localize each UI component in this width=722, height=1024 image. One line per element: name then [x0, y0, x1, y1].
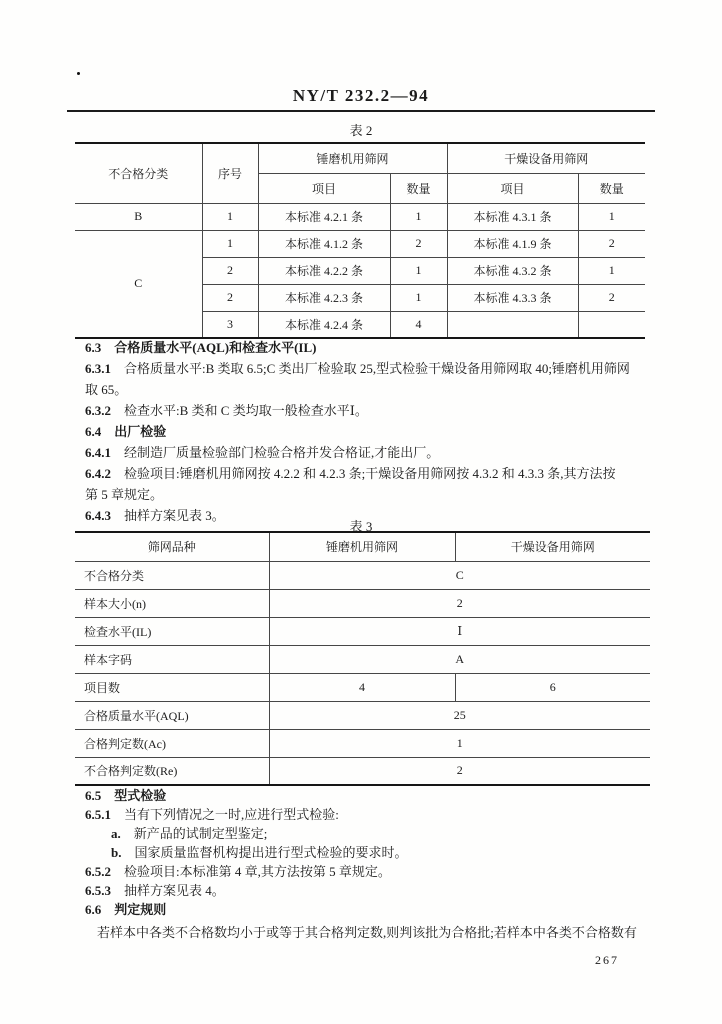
- table-row: [75, 561, 650, 589]
- column-header: 干燥设备用筛网: [455, 532, 650, 561]
- table-cell: 25: [269, 701, 650, 729]
- table-cell: 本标准 4.2.1 条: [258, 203, 390, 230]
- clause-number: 6.5.1: [85, 807, 111, 822]
- clause-text: 检验项目:本标准第 4 章,其方法按第 5 章规定。: [124, 864, 391, 879]
- column-header: 项目: [258, 173, 390, 203]
- clause-line: [85, 805, 665, 824]
- table-row: [75, 729, 650, 757]
- column-header: 序号: [202, 143, 258, 203]
- table-cell: 本标准 4.3.2 条: [447, 257, 578, 284]
- table-row: [75, 203, 645, 230]
- table-cell: 不合格判定数(Re): [75, 757, 269, 785]
- clause-number: 6.3.1: [85, 361, 111, 376]
- table-header-row: [75, 532, 650, 561]
- table-cell: 1: [202, 230, 258, 257]
- page-number: 267: [595, 953, 619, 967]
- table-cell: 1: [390, 284, 447, 311]
- clause-text: 取 65。: [85, 382, 128, 397]
- table-cell: 合格质量水平(AQL): [75, 701, 269, 729]
- table-cell: 2: [269, 589, 650, 617]
- clause-text: 当有下列情况之一时,应进行型式检验:: [124, 807, 339, 822]
- clause-text: 第 5 章规定。: [85, 487, 164, 502]
- table-cell: 1: [390, 257, 447, 284]
- table-cell: 2: [578, 284, 645, 311]
- table-cell: 本标准 4.3.3 条: [447, 284, 578, 311]
- header-rule: [67, 110, 655, 112]
- table-cell: 3: [202, 311, 258, 338]
- table-cell: C: [269, 561, 650, 589]
- clause-line: [85, 358, 657, 379]
- table-row: [75, 701, 650, 729]
- clause-line: [85, 786, 665, 805]
- table-row: [75, 230, 645, 257]
- clause-number: 6.4: [85, 424, 102, 439]
- clause-text: 经制造厂质量检验部门检验合格并发合格证,才能出厂。: [124, 445, 440, 460]
- table-cell: 1: [269, 729, 650, 757]
- table-cell: 4: [390, 311, 447, 338]
- column-header: 数量: [578, 173, 645, 203]
- column-header: 锤磨机用筛网: [269, 532, 455, 561]
- clause-number: 6.5: [85, 788, 102, 803]
- table-cell: 2: [202, 257, 258, 284]
- clause-number: 6.4.3: [85, 508, 111, 523]
- table-cell: 6: [455, 673, 650, 701]
- column-header: 项目: [447, 173, 578, 203]
- table-cell: 本标准 4.1.2 条: [258, 230, 390, 257]
- clause-text: 抽样方案见表 3。: [124, 508, 225, 523]
- table-row: [75, 617, 650, 645]
- clause-line: [85, 843, 665, 862]
- clause-line: [85, 400, 657, 421]
- clause-text: 合格质量水平:B 类取 6.5;C 类出厂检验取 25,型式检验干燥设备用筛网取 40;锤磨机用筛网: [124, 361, 630, 376]
- table-cell: 4: [269, 673, 455, 701]
- table-cell: 不合格分类: [75, 561, 269, 589]
- clause-text: 出厂检验: [114, 424, 167, 439]
- table-cell: 1: [390, 203, 447, 230]
- column-group-header: 锤磨机用筛网: [258, 143, 447, 173]
- clause-text: 检验项目:锤磨机用筛网按 4.2.2 和 4.2.3 条;干燥设备用筛网按 4.3.2 和 4.3.3 条,其方法按: [124, 466, 616, 481]
- table-cell: [578, 311, 645, 338]
- table-cell: [447, 311, 578, 338]
- clause-line: [85, 900, 665, 919]
- clause-number: 6.3.2: [85, 403, 111, 418]
- clause-text: 抽样方案见表 4。: [124, 883, 225, 898]
- column-group-header: 干燥设备用筛网: [447, 143, 645, 173]
- clause-number: 6.4.1: [85, 445, 111, 460]
- standard-number: NY/T 232.2—94: [292, 86, 430, 105]
- column-header: 筛网品种: [75, 532, 269, 561]
- clause-line: [85, 421, 657, 442]
- clause-number: 6.5.3: [85, 883, 111, 898]
- table-cell: 本标准 4.2.4 条: [258, 311, 390, 338]
- clause-line: [85, 463, 657, 484]
- table-cell: Ⅰ: [269, 617, 650, 645]
- table-cell: 本标准 4.1.9 条: [447, 230, 578, 257]
- clause-line: [85, 484, 657, 505]
- list-item-letter: b.: [111, 845, 122, 860]
- table-cell: 样本字码: [75, 645, 269, 673]
- clause-line: [85, 337, 657, 358]
- clause-text: 新产品的试制定型鉴定;: [133, 826, 268, 841]
- clause-line: [85, 824, 665, 843]
- clause-number: 6.4.2: [85, 466, 111, 481]
- clauses-section-6-5: [85, 786, 665, 942]
- clause-line: [85, 923, 665, 942]
- clause-text: 型式检验: [114, 788, 167, 803]
- clause-text: 若样本中各类不合格数均小于或等于其合格判定数,则判该批为合格批;若样本中各类不合格数有: [97, 925, 637, 940]
- clause-number: 6.3: [85, 340, 102, 355]
- clause-line: [85, 862, 665, 881]
- table-cell: 1: [578, 203, 645, 230]
- table-row: [75, 757, 650, 785]
- table2-title: 表 2: [349, 123, 373, 138]
- column-header: 数量: [390, 173, 447, 203]
- column-header: 不合格分类: [75, 143, 202, 203]
- table-cell: 2: [202, 284, 258, 311]
- clause-line: [85, 442, 657, 463]
- table-cell: 本标准 4.2.3 条: [258, 284, 390, 311]
- table-cell: 样本大小(n): [75, 589, 269, 617]
- clauses-section-6-3: [85, 337, 657, 526]
- table-cell: 1: [202, 203, 258, 230]
- table-3: [75, 531, 650, 786]
- clause-text: 判定规则: [114, 902, 167, 917]
- table-row: [75, 673, 650, 701]
- table-cell: 本标准 4.2.2 条: [258, 257, 390, 284]
- table-cell: C: [75, 230, 202, 338]
- scan-artifact-dot: [77, 72, 80, 75]
- table-2: [75, 142, 645, 339]
- clause-text: 合格质量水平(AQL)和检查水平(IL): [114, 340, 317, 355]
- table-cell: 项目数: [75, 673, 269, 701]
- table-cell: 本标准 4.3.1 条: [447, 203, 578, 230]
- table-cell: 合格判定数(Ac): [75, 729, 269, 757]
- list-item-letter: a.: [111, 826, 121, 841]
- clause-text: 检查水平:B 类和 C 类均取一般检查水平Ⅰ。: [124, 403, 368, 418]
- table-cell: 2: [269, 757, 650, 785]
- clause-line: [85, 881, 665, 900]
- table-cell: 1: [578, 257, 645, 284]
- table-cell: 2: [390, 230, 447, 257]
- table3-title: 表 3: [349, 519, 373, 534]
- table-row: [75, 645, 650, 673]
- clause-line: [85, 379, 657, 400]
- clause-number: 6.5.2: [85, 864, 111, 879]
- table-cell: 2: [578, 230, 645, 257]
- table-cell: 检查水平(IL): [75, 617, 269, 645]
- table-cell: B: [75, 203, 202, 230]
- table-cell: A: [269, 645, 650, 673]
- clause-text: 国家质量监督机构提出进行型式检验的要求时。: [134, 845, 408, 860]
- table-row: [75, 589, 650, 617]
- clause-number: 6.6: [85, 902, 102, 917]
- table-header-row: [75, 143, 645, 173]
